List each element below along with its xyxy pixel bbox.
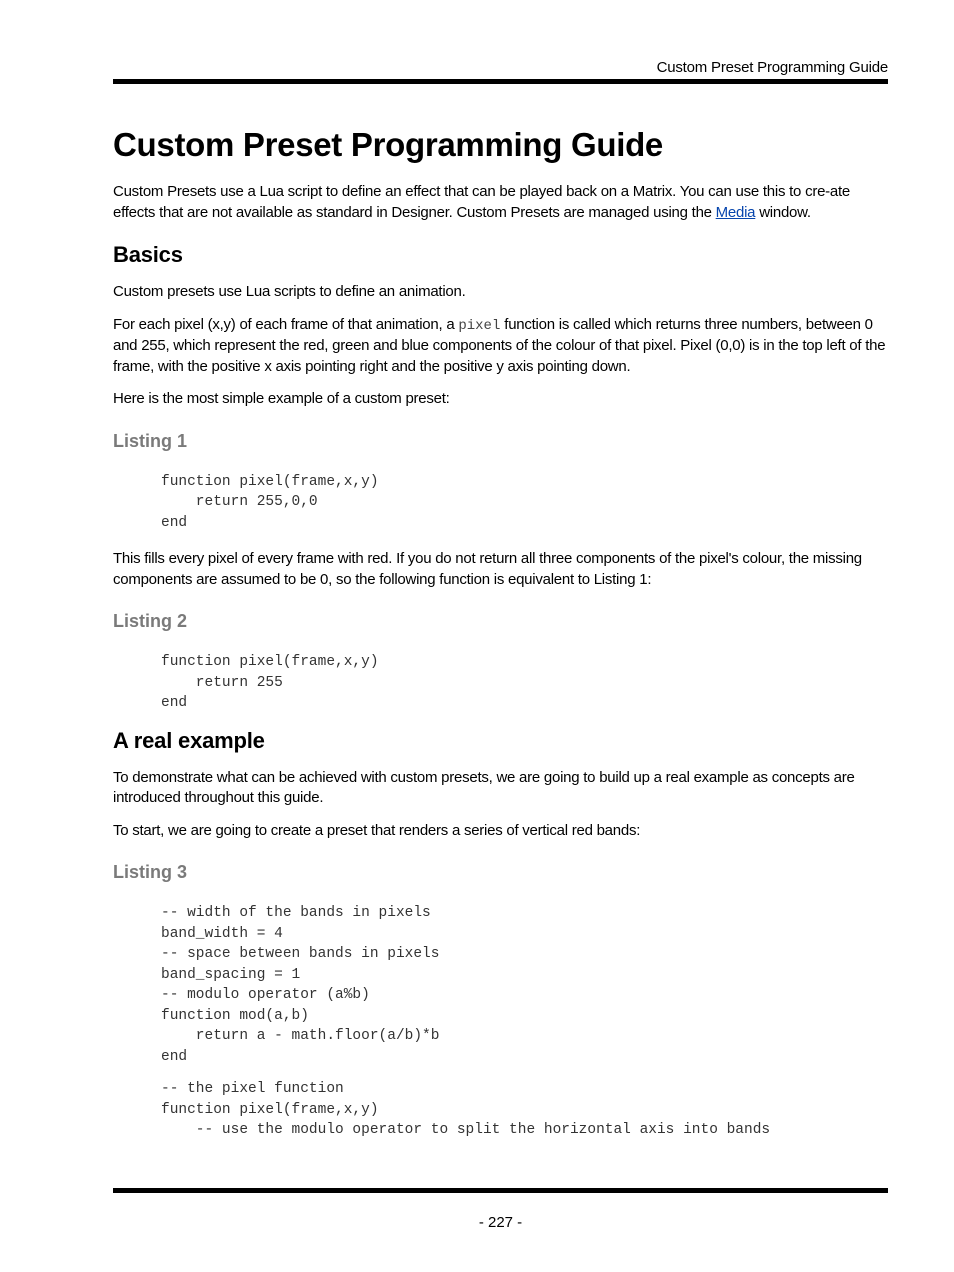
page-number: - 227 - — [478, 1214, 523, 1231]
intro-text-end: window. — [755, 203, 811, 221]
intro-text: Custom Presets use a Lua script to define an effect that can be played back on a Matrix. You can use this to cre-ate effects that are not available as standard in Designer. Custom Presets are managed using the — [113, 183, 851, 221]
listing-2-code: function pixel(frame,x,y) return 255 end — [161, 654, 379, 711]
basics-p2-text: For each pixel (x,y) of each frame of that animation, a — [113, 315, 459, 333]
listing-3-code-part-1: -- width of the bands in pixels band_width = 4 -- space between bands in pixels band_spacing = 1 -- modulo operator (a%b) function mod(a,b) return a - math.floor(a/b)*b end — [161, 905, 440, 1065]
inline-code-pixel: pixel — [458, 317, 501, 334]
page-title: Custom Preset Programming Guide — [113, 126, 663, 163]
basics-paragraph-2 — [113, 315, 888, 378]
section-heading-basics: Basics — [113, 242, 183, 267]
real-example-paragraph-1: To demonstrate what can be achieved with custom presets, we are going to build up a real example as concepts are introduced throughout this guide. — [113, 768, 855, 806]
listing-1-explanation: This fills every pixel of every frame with red. If you do not return all three components of the pixel's colour, the missing components are assumed to be 0, so the following function is equivalent to Listing 1: — [113, 550, 862, 588]
media-link[interactable]: Media — [715, 203, 756, 221]
basics-paragraph-1: Custom presets use Lua scripts to define an animation. — [113, 283, 466, 300]
basics-p2-rest: function is called which returns three numbers, between 0 and 255, which represent the red, green and blue components of the colour of that pixel. Pixel (0,0) is in the top left of the frame, with the positive x axis pointing right and the positive y axis pointing down. — [113, 315, 886, 375]
intro-paragraph — [113, 182, 888, 223]
basics-paragraph-3: Here is the most simple example of a custom preset: — [113, 390, 450, 407]
listing-1-code: function pixel(frame,x,y) return 255,0,0 end — [161, 473, 379, 531]
listing-3-heading: Listing 3 — [113, 862, 188, 882]
header-rule — [113, 79, 888, 84]
footer-rule — [113, 1188, 888, 1193]
listing-2-heading: Listing 2 — [113, 611, 188, 631]
listing-3-code-part-2: -- the pixel function function pixel(frame,x,y) -- use the modulo operator to split the horizontal axis into bands — [161, 1081, 771, 1138]
section-heading-real-example: A real example — [113, 727, 265, 753]
listing-1-heading: Listing 1 — [113, 430, 188, 451]
running-header: Custom Preset Programming Guide — [656, 59, 888, 76]
real-example-paragraph-2: To start, we are going to create a preset that renders a series of vertical red bands: — [113, 821, 641, 839]
page-content — [113, 125, 888, 1141]
